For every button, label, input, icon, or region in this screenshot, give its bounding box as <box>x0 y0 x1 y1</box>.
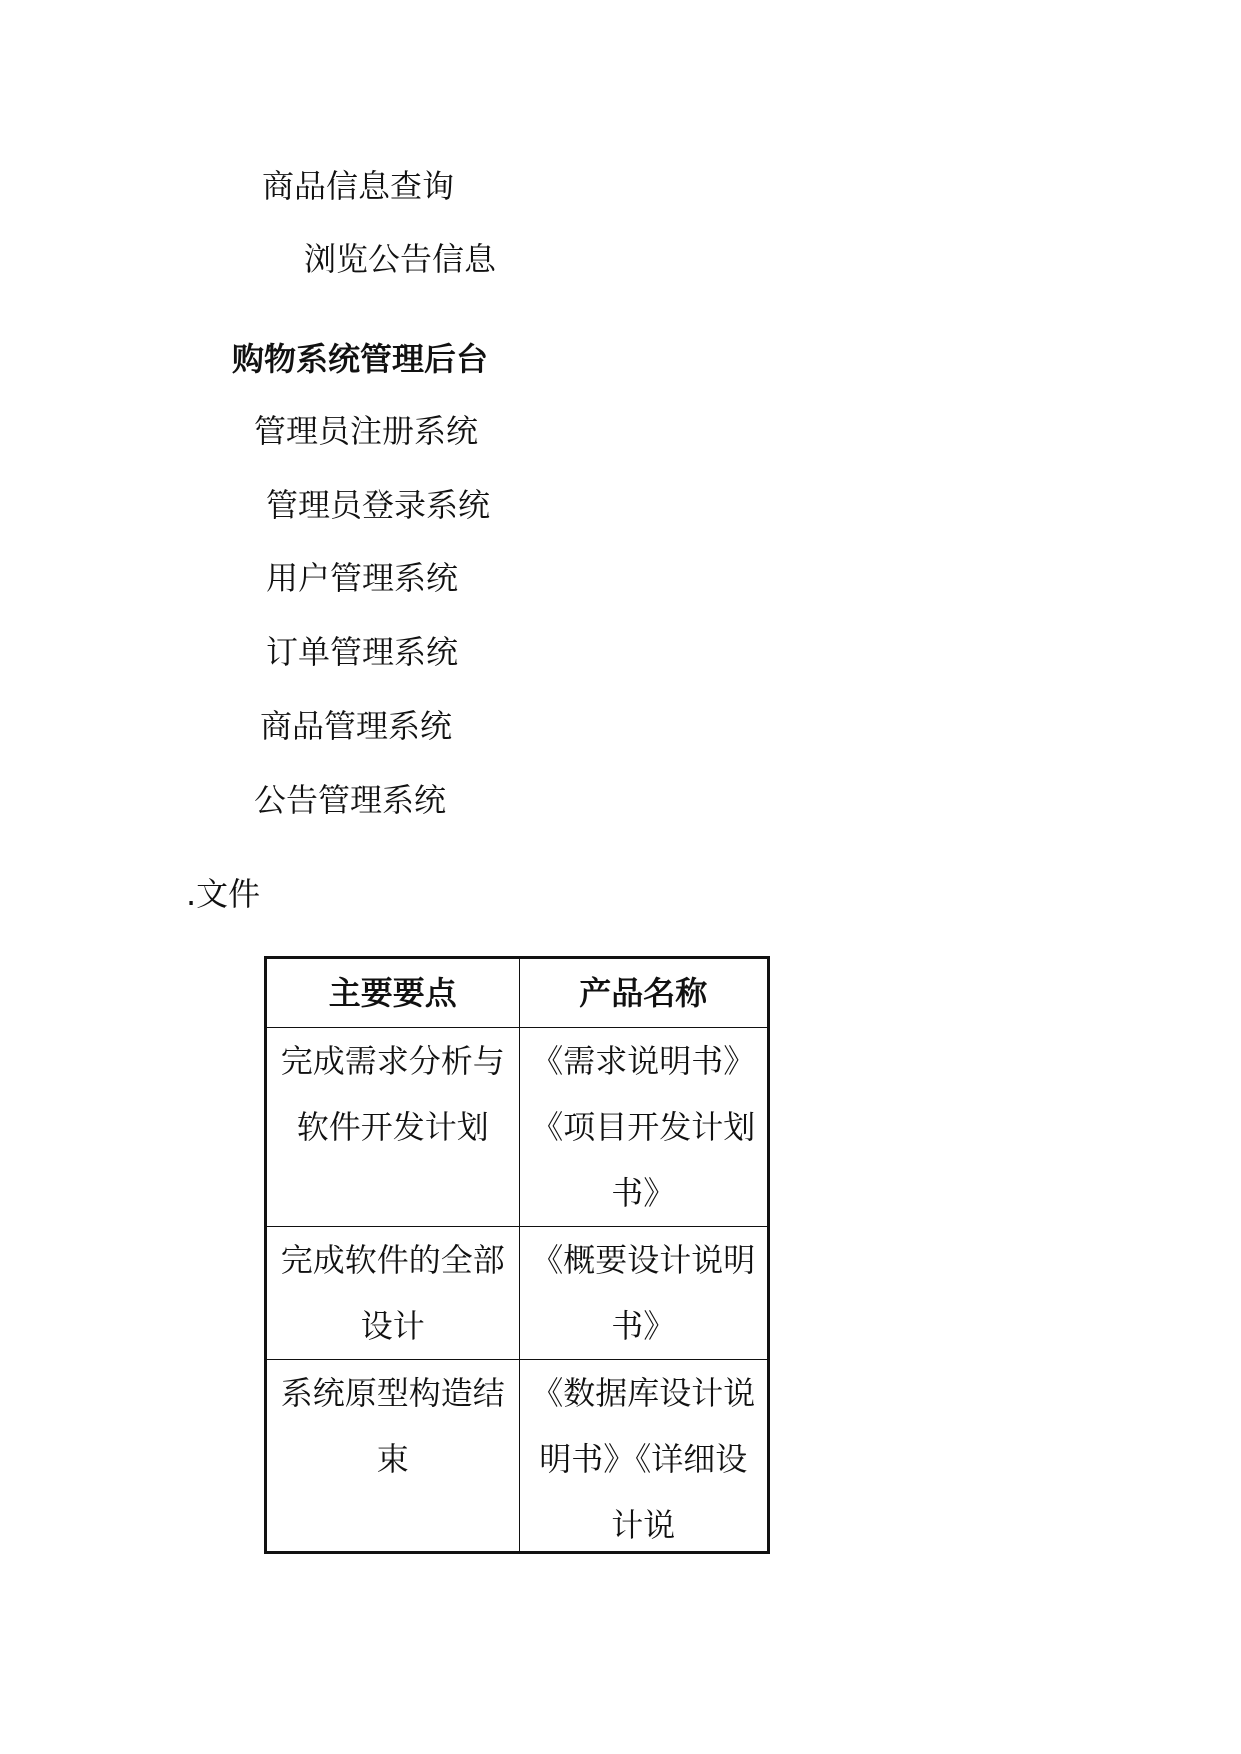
table-header-row <box>267 959 767 1028</box>
text-line-browse-notice: 浏览公告信息 <box>304 240 497 278</box>
text-line-order-management: 订单管理系统 <box>266 633 459 671</box>
table-row <box>267 1227 767 1360</box>
text-line-product-query: 商品信息查询 <box>262 167 455 205</box>
table-row <box>267 1360 767 1555</box>
section-heading-documents: .文件 <box>186 875 261 913</box>
text-line-admin-login: 管理员登录系统 <box>266 486 491 524</box>
table-cell-product: 《数据库设计说明书》《详细设计说 <box>519 1360 767 1555</box>
deliverables-table <box>264 956 770 1554</box>
table-cell-key-point: 系统原型构造结束 <box>267 1360 519 1555</box>
section-heading-admin-backend: 购物系统管理后台 <box>232 340 489 378</box>
table-cell-product: 《概要设计说明书》 <box>519 1227 767 1360</box>
header-key-points: 主要要点 <box>267 959 519 1028</box>
table-cell-key-point: 完成软件的全部设计 <box>267 1227 519 1360</box>
text-line-user-management: 用户管理系统 <box>266 559 459 597</box>
table-row <box>267 1028 767 1227</box>
table-cell-product: 《需求说明书》《项目开发计划书》 <box>519 1028 767 1227</box>
header-product-name: 产品名称 <box>519 959 767 1028</box>
text-line-notice-management: 公告管理系统 <box>254 781 447 819</box>
text-line-product-management: 商品管理系统 <box>260 707 453 745</box>
table-cell-key-point: 完成需求分析与软件开发计划 <box>267 1028 519 1227</box>
text-line-admin-register: 管理员注册系统 <box>254 412 479 450</box>
